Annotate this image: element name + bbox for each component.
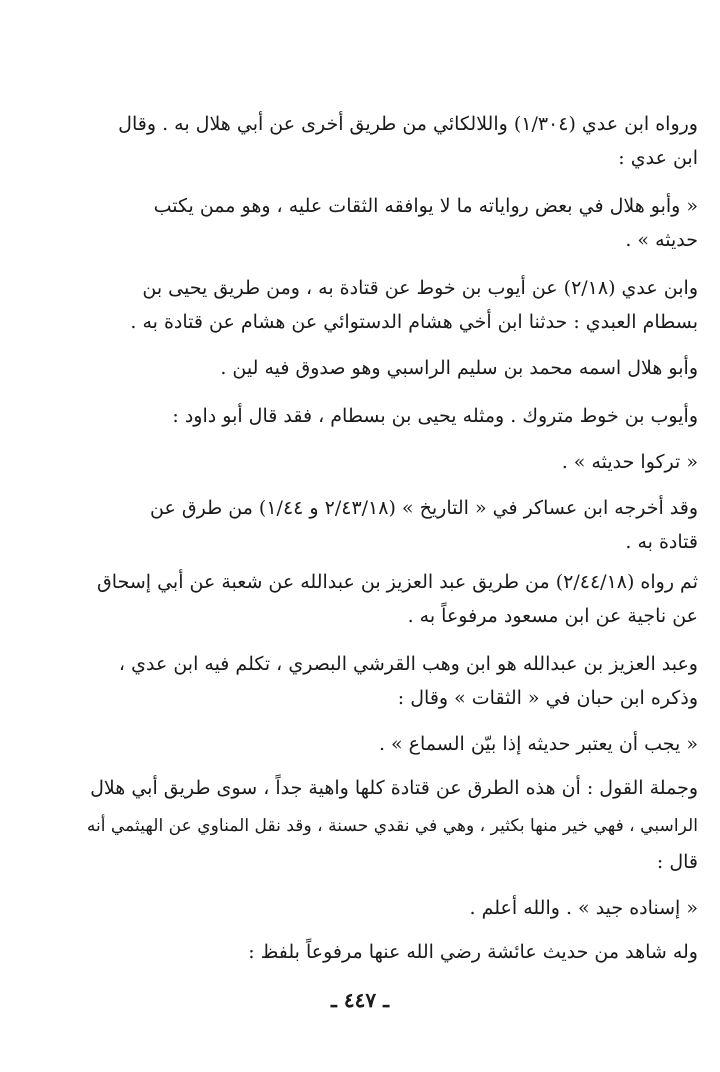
text-line: ثم رواه (٢/٤٤/١٨) من طريق عبد العزيز بن عبدالله عن شعبة عن أبي إسحاق xyxy=(97,571,698,593)
quote-line: « وأبو هلال في بعض رواياته ما لا يوافقه الثقات عليه ، وهو ممن يكتب xyxy=(153,195,698,217)
text-line: وقد أخرجه ابن عساكر في « التاريخ » (٢/٤٣/١٨ و ١/٤٤) من طرق عن xyxy=(150,497,698,519)
text-line: قال : xyxy=(656,851,698,873)
text-line: وعبد العزيز بن عبدالله هو ابن وهب القرشي البصري ، تكلم فيه ابن عدي ، xyxy=(118,653,698,675)
text-line: ابن عدي : xyxy=(618,147,698,169)
text-line: وأيوب بن خوط متروك . ومثله يحيى بن بسطام ، فقد قال أبو داود : xyxy=(172,405,698,427)
page-number: ـ ٤٤٧ ـ xyxy=(331,988,389,1012)
text-line: بسطام العبدي : حدثنا ابن أخي هشام الدستوائي عن هشام عن قتادة به . xyxy=(130,311,698,333)
text-line: ورواه ابن عدي (١/٣٠٤) واللالكائي من طريق أخرى عن أبي هلال به . وقال xyxy=(118,113,698,135)
quote-line: « إسناده جيد » . والله أعلم . xyxy=(469,897,698,919)
text-line: وذكره ابن حبان في « الثقات » وقال : xyxy=(397,687,698,709)
text-line: وأبو هلال اسمه محمد بن سليم الراسبي وهو صدوق فيه لين . xyxy=(220,357,698,379)
quote-line: حديثه » . xyxy=(625,229,698,251)
quote-line: « يجب أن يعتبر حديثه إذا بيّن السماع » . xyxy=(378,733,698,755)
text-line: عن ناجية عن ابن مسعود مرفوعاً به . xyxy=(407,605,698,627)
text-line: وجملة القول : أن هذه الطرق عن قتادة كلها واهية جداً ، سوى طريق أبي هلال xyxy=(90,777,698,799)
text-line: وابن عدي (٢/١٨) عن أيوب بن خوط عن قتادة به ، ومن طريق يحيى بن xyxy=(142,277,698,299)
text-line: قتادة به . xyxy=(625,531,698,553)
text-line: وله شاهد من حديث عائشة رضي الله عنها مرفوعاً بلفظ : xyxy=(248,941,698,963)
quote-line: « تركوا حديثه » . xyxy=(561,451,698,473)
text-line: الراسبي ، فهي خير منها بكثير ، وهي في نقدي حسنة ، وقد نقل المناوي عن الهيثمي أنه xyxy=(86,816,698,836)
